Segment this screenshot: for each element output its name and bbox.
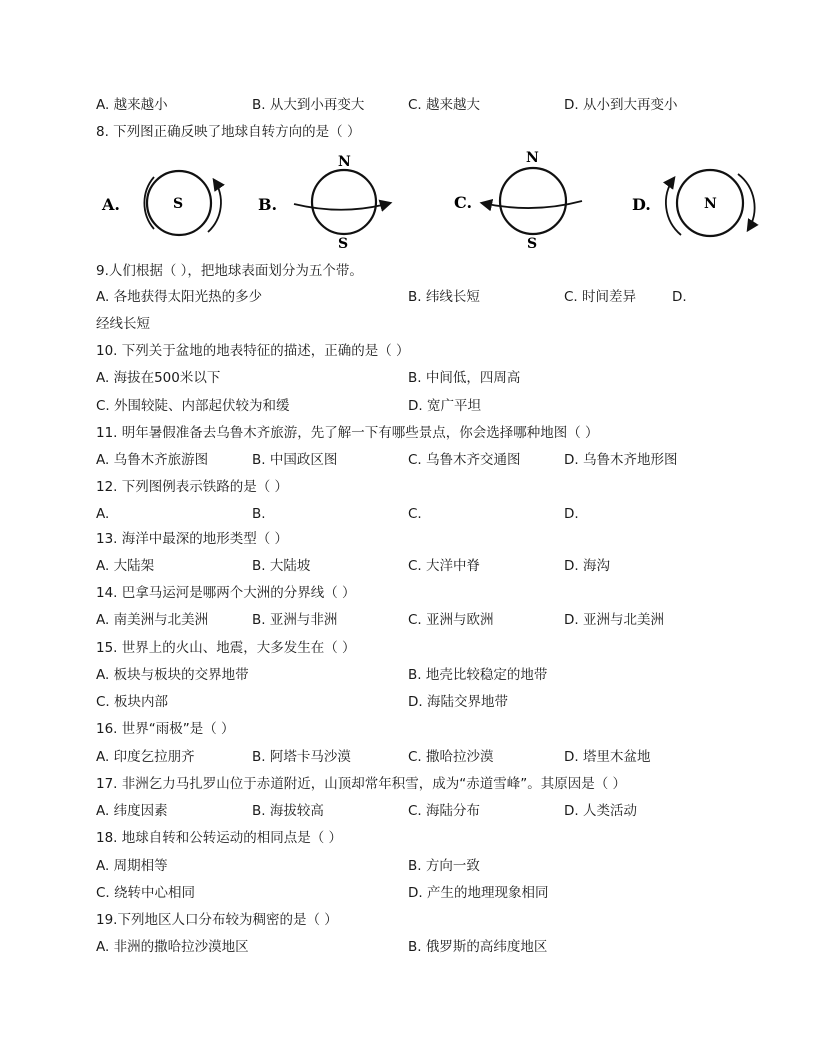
q12-option-a: A. <box>96 506 110 522</box>
q11-stem: 11. 明年暑假准备去乌鲁木齐旅游，先了解一下有哪些景点，你会选择哪种地图（ ） <box>96 425 599 441</box>
q18-option-a: A. 周期相等 <box>96 858 168 874</box>
q7-option-d: D. 从小到大再变小 <box>564 97 678 113</box>
q9-option-a: A. 各地获得太阳光热的多少 <box>96 289 263 305</box>
q16-stem: 16. 世界“雨极”是（ ） <box>96 721 235 737</box>
q17-option-b: B. 海拔较高 <box>252 803 324 819</box>
q7-option-a: A. 越来越小 <box>96 97 168 113</box>
figure-d-label: D. <box>632 195 651 214</box>
q18-option-b: B. 方向一致 <box>408 858 480 874</box>
rotation-diagrams <box>96 150 776 256</box>
earth-circle <box>500 168 566 234</box>
q14-option-d: D. 亚洲与北美洲 <box>564 612 664 628</box>
q12-option-b: B. <box>252 506 266 522</box>
q11-option-d: D. 乌鲁木齐地形图 <box>564 452 678 468</box>
q14-option-a: A. 南美洲与北美洲 <box>96 612 209 628</box>
q14-option-c: C. 亚洲与欧洲 <box>408 612 494 628</box>
q15-stem: 15. 世界上的火山、地震，大多发生在（ ） <box>96 640 356 656</box>
figure-b-south: S <box>338 236 349 252</box>
q10-stem: 10. 下列关于盆地的地表特征的描述，正确的是（ ） <box>96 343 410 359</box>
q12-stem: 12. 下列图例表示铁路的是（ ） <box>96 479 289 495</box>
q17-option-a: A. 纬度因素 <box>96 803 168 819</box>
q9-option-c: C. 时间差异 <box>564 289 637 305</box>
earth-circle <box>312 170 376 234</box>
figure-a-label: A. <box>102 195 120 214</box>
figure-c-label: C. <box>454 193 473 212</box>
q18-option-c: C. 绕转中心相同 <box>96 885 196 901</box>
q18-option-d: D. 产生的地理现象相同 <box>408 885 549 901</box>
figure-b-label: B. <box>258 195 278 214</box>
figure-c <box>454 150 582 252</box>
q12-option-c: C. <box>408 506 422 522</box>
q7-option-c: C. 越来越大 <box>408 97 481 113</box>
q15-option-a: A. 板块与板块的交界地带 <box>96 667 249 683</box>
q9-stem: 9.人们根据（ ），把地球表面划分为五个带。 <box>96 263 363 279</box>
q8-figures <box>96 150 776 256</box>
q19-option-b: B. 俄罗斯的高纬度地区 <box>408 939 548 955</box>
q17-option-d: D. 人类活动 <box>564 803 637 819</box>
figure-c-south: S <box>527 236 538 252</box>
q9-option-d: D. <box>672 289 687 305</box>
q13-option-a: A. 大陆架 <box>96 558 155 574</box>
arrow-left-arc <box>666 178 681 235</box>
q12-option-d: D. <box>564 506 579 522</box>
q10-option-a: A. 海拔在500米以下 <box>96 370 221 386</box>
q7-option-b: B. 从大到小再变大 <box>252 97 365 113</box>
q10-option-b: B. 中间低，四周高 <box>408 370 521 386</box>
q13-option-d: D. 海沟 <box>564 558 610 574</box>
figure-b-north: N <box>338 154 351 170</box>
q16-option-a: A. 印度乞拉朋齐 <box>96 749 195 765</box>
q15-option-b: B. 地壳比较稳定的地带 <box>408 667 548 683</box>
q10-option-d: D. 宽广平坦 <box>408 398 481 414</box>
q8-stem: 8. 下列图正确反映了地球自转方向的是（ ） <box>96 124 361 140</box>
q14-option-b: B. 亚洲与非洲 <box>252 612 338 628</box>
figure-a <box>101 171 221 235</box>
q10-option-c: C. 外围较陡、内部起伏较为和缓 <box>96 398 290 414</box>
q16-option-d: D. 塔里木盆地 <box>564 749 651 765</box>
q18-stem: 18. 地球自转和公转运动的相同点是（ ） <box>96 830 343 846</box>
figure-a-pole: S <box>173 196 184 212</box>
q13-option-b: B. 大陆坡 <box>252 558 311 574</box>
q11-option-a: A. 乌鲁木齐旅游图 <box>96 452 209 468</box>
q9-option-b: B. 纬线长短 <box>408 289 480 305</box>
q11-option-b: B. 中国政区图 <box>252 452 338 468</box>
q17-option-c: C. 海陆分布 <box>408 803 481 819</box>
q15-option-d: D. 海陆交界地带 <box>408 694 508 710</box>
q19-stem: 19.下列地区人口分布较为稠密的是（ ） <box>96 912 338 928</box>
q15-option-c: C. 板块内部 <box>96 694 169 710</box>
figure-c-north: N <box>526 150 539 166</box>
q9-option-d-text: 经线长短 <box>96 316 150 332</box>
q13-option-c: C. 大洋中脊 <box>408 558 481 574</box>
q16-option-c: C. 撒哈拉沙漠 <box>408 749 494 765</box>
q14-stem: 14. 巴拿马运河是哪两个大洲的分界线（ ） <box>96 585 356 601</box>
arrow-right-arc <box>738 174 755 230</box>
q16-option-b: B. 阿塔卡马沙漠 <box>252 749 351 765</box>
q11-option-c: C. 乌鲁木齐交通图 <box>408 452 521 468</box>
figure-d-pole: N <box>704 196 717 212</box>
q17-stem: 17. 非洲乞力马扎罗山位于赤道附近，山顶却常年积雪，成为“赤道雪峰”。其原因是（ ） <box>96 776 627 792</box>
figure-d <box>632 170 755 236</box>
q13-stem: 13. 海洋中最深的地形类型（ ） <box>96 531 289 547</box>
figure-b <box>258 154 390 252</box>
q19-option-a: A. 非洲的撒哈拉沙漠地区 <box>96 939 249 955</box>
